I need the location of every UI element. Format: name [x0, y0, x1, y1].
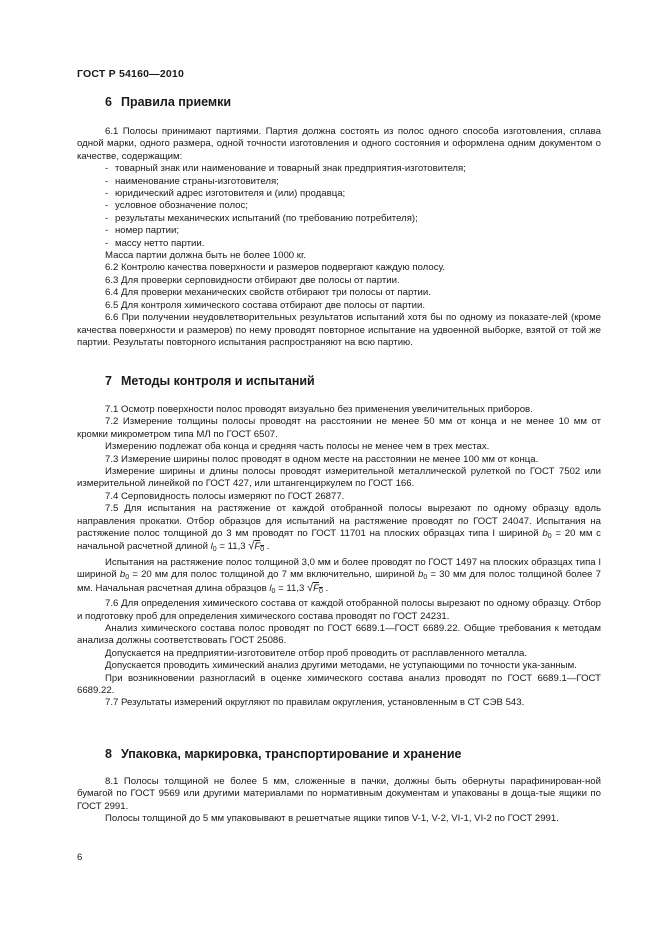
list-item: - товарный знак или наименование и товарный знак предприятия-изготовителя; [105, 163, 466, 175]
paragraph-7-6e: При возникновении разногласий в оценке химического состава анализ проводят по ГОСТ 6689.1—ГОСТ 6689.22. [77, 672, 601, 696]
section-7-body [77, 404, 601, 710]
paragraph-7-3: 7.3 Измерение ширины полос проводят в одном месте на расстоянии не менее 100 мм от конца. [105, 453, 539, 465]
paragraph-7-6b: Анализ химического состава полос проводят по ГОСТ 6689.1—ГОСТ 6689.22. Общие требования к методам анализа должны соответствовать ГОСТ 25086. [77, 622, 601, 647]
paragraph-7-2b: Измерению подлежат оба конца и средняя часть полосы не менее чем в трех местах. [105, 441, 490, 453]
paragraph-6-4: 6.4 Для проверки механических свойств отбирают три полосы от партии. [105, 287, 431, 299]
list-item: - массу нетто партии. [105, 237, 205, 249]
section-6-body [77, 126, 601, 349]
section-title: Упаковка, маркировка, транспортирование и хранение [120, 747, 462, 761]
section-8-body [77, 776, 601, 826]
section-number: 8 [105, 747, 112, 761]
section-number: 7 [105, 374, 112, 388]
section-title: Методы контроля и испытаний [120, 374, 315, 388]
section-7-heading [105, 374, 315, 388]
list-item: - условное обозначение полос; [105, 200, 248, 212]
paragraph-6-3: 6.3 Для проверки серповидности отбирают две полосы от партии. [105, 274, 400, 286]
paragraph-7-1: 7.1 Осмотр поверхности полос проводят визуально без применения увеличительных приборов. [105, 404, 533, 415]
list-item: - номер партии; [105, 225, 179, 237]
section-number: 6 [105, 95, 112, 109]
paragraph-6-6: 6.6 При получении неудовлетворительных результатов испытаний хотя бы по одному из показате-лей (кроме качества поверхности и размеров) по нему проводят повторное испытание на удвоенной выборке, взятой от той же партии. Результаты повторного испытания распространяют на всю партию. [77, 312, 601, 348]
paragraph-7-6d: Допускается проводить химический анализ другими методами, не уступающими по точности ука-занным. [105, 660, 577, 672]
paragraph-7-3b: Измерение ширины и длины полосы проводят измерительной металлической рулеткой по ГОСТ 7502 или измерительной линейкой по ГОСТ 427, или штангенциркулем по ГОСТ 166. [77, 466, 601, 490]
sqrt-symbol: √ [248, 540, 255, 553]
paragraph-7-7: 7.7 Результаты измерений округляют по правилам округления, установленным в СТ СЭВ 543. [105, 697, 525, 709]
paragraph-8-1b: Полосы толщиной до 5 мм упаковывают в решетчатые ящики типов V-1, V-2, VI-1, VI-2 по ГОСТ 2991. [105, 813, 559, 825]
paragraph-6-1: 6.1 Полосы принимают партиями. Партия должна состоять из полос одного способа изготовления, сплава одной марки, одного размера, одной точности изготовления и одного состояния и оформлена одним документом о качестве, содержащим: [77, 126, 601, 162]
document-code: ГОСТ Р 54160—2010 [77, 68, 185, 80]
list-item: - наименование страны-изготовителя; [105, 175, 279, 187]
paragraph-7-4: 7.4 Серповидность полосы измеряют по ГОСТ 26877. [105, 490, 345, 502]
paragraph-7-5: 7.5 Для испытания на растяжение от каждой отобранной полосы вырезают по одному образцу вдоль направления прокатки. Отбор образцов для испытаний на растяжение проводят по ГОСТ 24047. Испытания на растяжение полос толщиной до 3 мм проводят по ГОСТ 11701 на плоских образцах типа I шириной $b_0 = 20$ мм с начальной расчетной длиной $l_0 = 11,3$ $√F_0$ . [77, 503, 601, 554]
section-6-heading [105, 95, 231, 109]
paragraph-mass: Масса партии должна быть не более 1000 кг. [105, 250, 306, 262]
paragraph-7-2: 7.2 Измерение толщины полосы проводят на расстоянии не менее 50 мм от конца и не менее 10 мм от кромки микрометром типа МЛ по ГОСТ 6507. [77, 416, 601, 440]
paragraph-7-6c: Допускается на предприятии-изготовителе отбор проб проводить от расплавленного металла. [105, 647, 528, 659]
list-item: - результаты механических испытаний (по требованию потребителя); [105, 212, 418, 224]
paragraph-8-1: 8.1 Полосы толщиной не более 5 мм, сложенные в пачки, должны быть обернуты парафинирован-ной бумагой по ГОСТ 9569 или другими материалами по нормативным документам и упакованы в доща-тые ящики по ГОСТ 2991. [77, 776, 601, 812]
paragraph-6-2: 6.2 Контролю качества поверхности и размеров подвергают каждую полосу. [105, 262, 445, 274]
page-number: 6 [77, 852, 83, 863]
paragraph-6-5: 6.5 Для контроля химического состава отбирают две полосы от партии. [105, 299, 426, 311]
section-8-heading [105, 747, 462, 761]
paragraph-7-6: 7.6 Для определения химического состава от каждой отобранной полосы вырезают по одному образцу. Отбор и подготовку проб для определения химического состава проводят по ГОСТ 24231. [77, 598, 601, 622]
list-item: - юридический адрес изготовителя и (или) продавца; [105, 188, 346, 200]
paragraph-7-5b: Испытания на растяжение полос толщиной 3,0 мм и более проводят по ГОСТ 1497 на плоских образцах типа I шириной $b_0 = 20$ мм для полос толщиной до 7 мм включительно, шириной $b_0 = 30$ мм для полос толщиной более 7 мм. Начальная расчетная длина образцов $l_0 = 11,3$ $√F_0$ . [77, 556, 601, 595]
sqrt-symbol: √ [307, 581, 314, 594]
section-title: Правила приемки [120, 95, 232, 109]
